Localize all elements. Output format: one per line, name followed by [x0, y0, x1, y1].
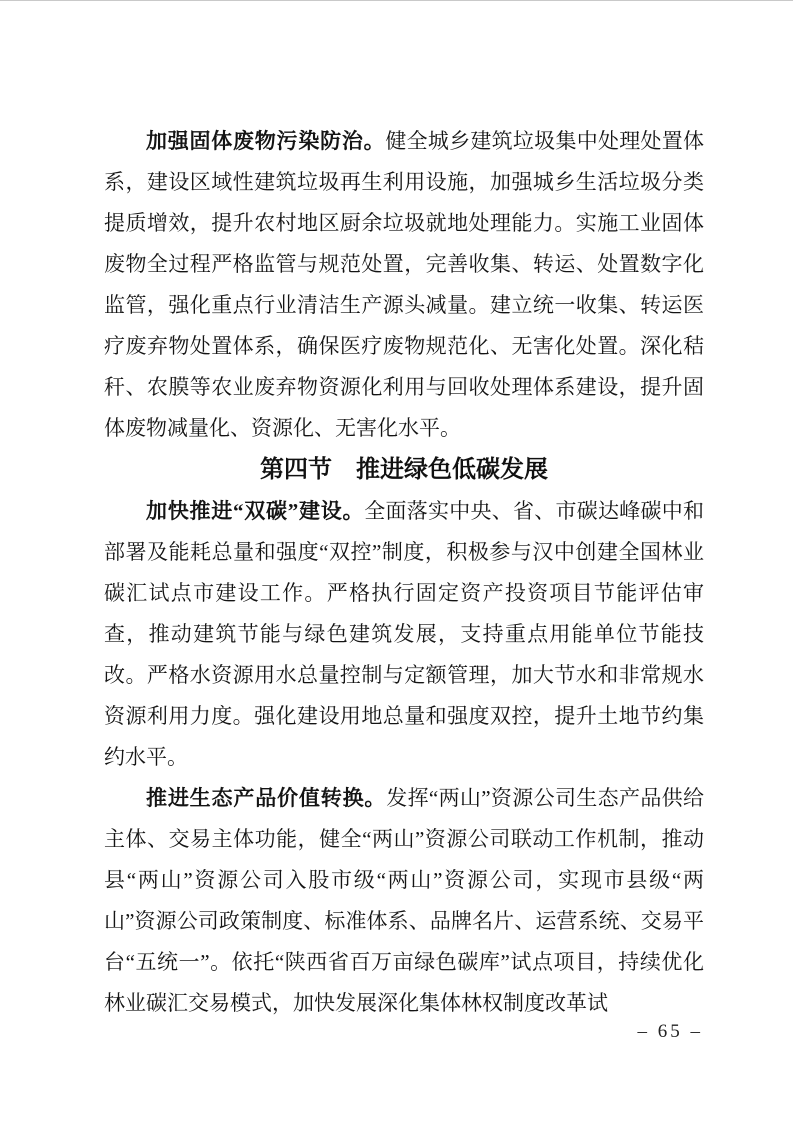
paragraph-dual-carbon — [104, 491, 704, 778]
paragraph-dual-carbon-lead: 加快推进“双碳”建设。 — [146, 499, 365, 523]
paragraph-dual-carbon-body: 全面落实中央、省、市碳达峰碳中和部署及能耗总量和强度“双控”制度，积极参与汉中创建全国林业碳汇试点市建设工作。严格执行固定资产投资项目节能评估审查，推动建筑节能与绿色建筑发展，支持重点用能单位节能技改。严格水资源用水总量控制与定额管理，加大节水和非常规水资源利用力度。强化建设用地总量和强度双控，提升土地节约集约水平。 — [104, 499, 704, 769]
section-heading: 第四节 推进绿色低碳发展 — [260, 456, 548, 483]
paragraph-eco-product-lead: 推进生态产品价值转换。 — [146, 786, 387, 810]
page-number: – 65 – — [637, 1021, 703, 1042]
paragraph-eco-product-body: 发挥“两山”资源公司生态产品供给主体、交易主体功能，健全“两山”资源公司联动工作机制，推动县“两山”资源公司入股市级“两山”资源公司，实现市县级“两山”资源公司政策制度、标准体系、品牌名片、运营系统、交易平台“五统一”。依托“陕西省百万亩绿色碳库”试点项目，持续优化林业碳汇交易模式，加快发展深化集体林权制度改革试 — [104, 786, 705, 1015]
paragraph-solid-waste — [104, 121, 704, 449]
paragraph-solid-waste-body: 健全城乡建筑垃圾集中处理处置体系，建设区域性建筑垃圾再生利用设施，加强城乡生活垃圾分类提质增效，提升农村地区厨余垃圾就地处理能力。实施工业固体废物全过程严格监管与规范处置，完善收集、转运、处置数字化监管，强化重点行业清洁生产源头减量。建立统一收集、转运医疗废弃物处置体系，确保医疗废物规范化、无害化处置。深化秸秆、农膜等农业废弃物资源化利用与回收处理体系建设，提升固体废物减量化、资源化、无害化水平。 — [104, 129, 704, 440]
paragraph-eco-product — [104, 778, 704, 1024]
page-content — [104, 121, 704, 1024]
paragraph-solid-waste-lead: 加强固体废物污染防治。 — [146, 129, 386, 153]
